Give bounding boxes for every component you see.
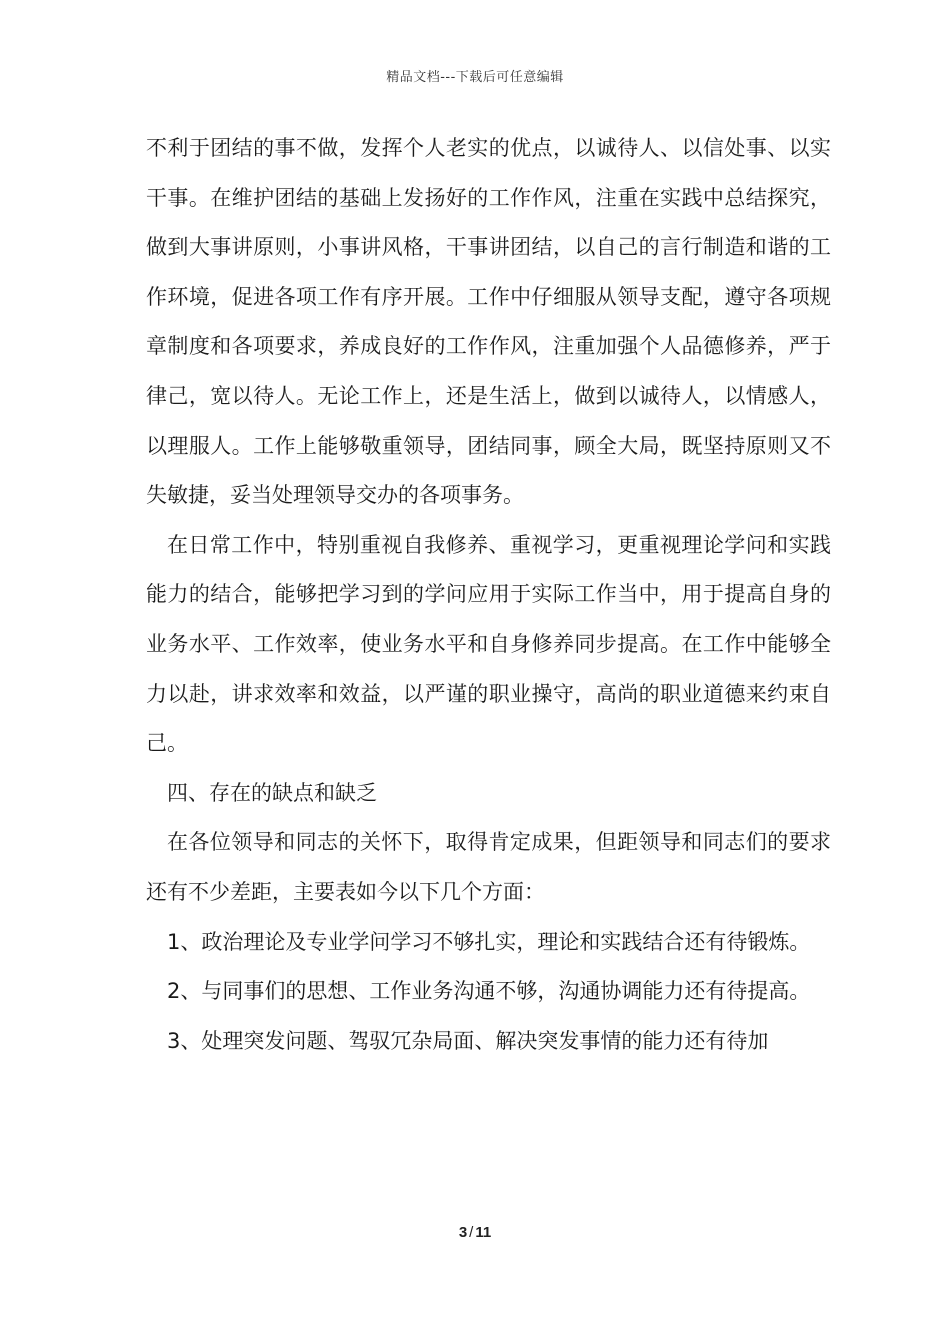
page-header: 精品文档---下载后可任意编辑 [386,70,564,85]
paragraph-learning: 在日常工作中，特别重视自我修养、重视学习，更重视理论学问和实践能力的结合，能够把学习到的学问应用于实际工作当中，用于提高自身的业务水平、工作效率，使业务水平和自身修养同步提高。在工作中能够全力以赴，讲求效率和效益，以严谨的职业操守，高尚的职业道德来约束自己。 [146,532,831,756]
total-pages-number: 11 [475,1224,492,1241]
list-item-3: 3、处理突发问题、驾驭冗杂局面、解决突发事情的能力还有待加 [167,1028,769,1053]
page-separator: / [469,1224,474,1241]
page-number [0,1224,950,1241]
section-heading-shortcomings: 四、存在的缺点和缺乏 [167,780,377,805]
paragraph-teamwork: 不利于团结的事不做，发挥个人老实的优点，以诚待人、以信处事、以实干事。在维护团结的基础上发扬好的工作作风，注重在实践中总结探究，做到大事讲原则，小事讲风格，干事讲团结，以自己的言行制造和谐的工作环境，促进各项工作有序开展。工作中仔细服从领导支配，遵守各项规章制度和各项要求，养成良好的工作作风，注重加强个人品德修养，严于律己，宽以待人。无论工作上，还是生活上，做到以诚待人，以情感人，以理服人。工作上能够敬重领导，团结同事，顾全大局，既坚持原则又不失敏捷，妥当处理领导交办的各项事务。 [146,136,831,508]
paragraph-shortcomings-intro: 在各位领导和同志的关怀下，取得肯定成果，但距领导和同志们的要求还有不少差距，主要表如今以下几个方面： [146,830,831,904]
document-body [146,124,831,1066]
list-item-1: 1、政治理论及专业学问学习不够扎实，理论和实践结合还有待锻炼。 [167,929,811,954]
current-page-number: 3 [458,1224,468,1241]
list-item-2: 2、与同事们的思想、工作业务沟通不够，沟通协调能力还有待提高。 [167,979,811,1004]
